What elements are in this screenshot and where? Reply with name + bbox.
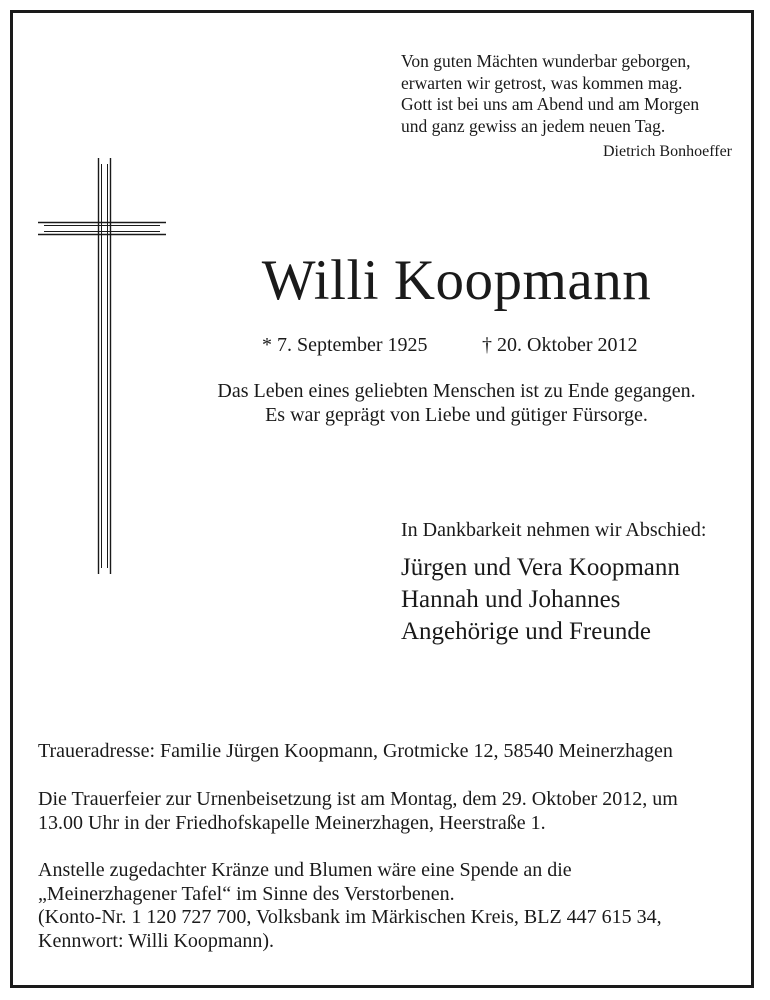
mourner-name: Jürgen und Vera Koopmann [401,554,680,581]
bonhoeffer-poem [401,51,699,137]
address-line: Traueradresse: Familie Jürgen Koopmann, Grotmicke 12, 58540 Meinerzhagen [38,740,673,762]
birth-date: * 7. September 1925 [262,334,428,356]
donation-info [38,859,662,953]
donation-line: Anstelle zugedachter Kränze und Blumen wäre eine Spende an die [38,859,572,881]
poem-line: und ganz gewiss an jedem neuen Tag. [401,115,666,136]
cross-icon [38,158,166,574]
poem-line: Von guten Mächten wunderbar geborgen, [401,51,691,71]
poem-line: erwarten wir getrost, was kommen mag. [401,72,683,93]
intro-text [0,379,770,427]
ceremony-info [38,788,678,835]
poem-line: Gott ist bei uns am Abend und am Morgen [401,94,700,114]
poem-author: Dietrich Bonhoeffer [603,143,732,160]
intro-line: Das Leben eines geliebten Menschen ist zu Ende gegangen. [217,380,696,402]
mourning-address [38,740,673,764]
ceremony-line: 13.00 Uhr in der Friedhofskapelle Meinerzhagen, Heerstraße 1. [38,811,546,834]
donation-line: Kennwort: Willi Koopmann). [38,929,275,952]
donation-line: „Meinerzhagener Tafel“ im Sinne des Verstorbenen. [38,882,455,905]
life-dates [262,334,638,357]
death-date: † 20. Oktober 2012 [482,334,638,356]
intro-line: Es war geprägt von Liebe und gütiger Fürsorge. [265,404,648,426]
ceremony-line: Die Trauerfeier zur Urnenbeisetzung ist am Montag, dem 29. Oktober 2012, um [38,788,678,810]
donation-line: (Konto-Nr. 1 120 727 700, Volksbank im Märkischen Kreis, BLZ 447 615 34, [38,906,662,928]
mourner-name: Angehörige und Freunde [401,618,651,645]
deceased-name: Willi Koopmann [261,249,652,312]
mourner-name: Hannah und Johannes [401,586,621,613]
mourners-list [401,552,680,648]
mourners-heading: In Dankbarkeit nehmen wir Abschied: [401,519,707,541]
